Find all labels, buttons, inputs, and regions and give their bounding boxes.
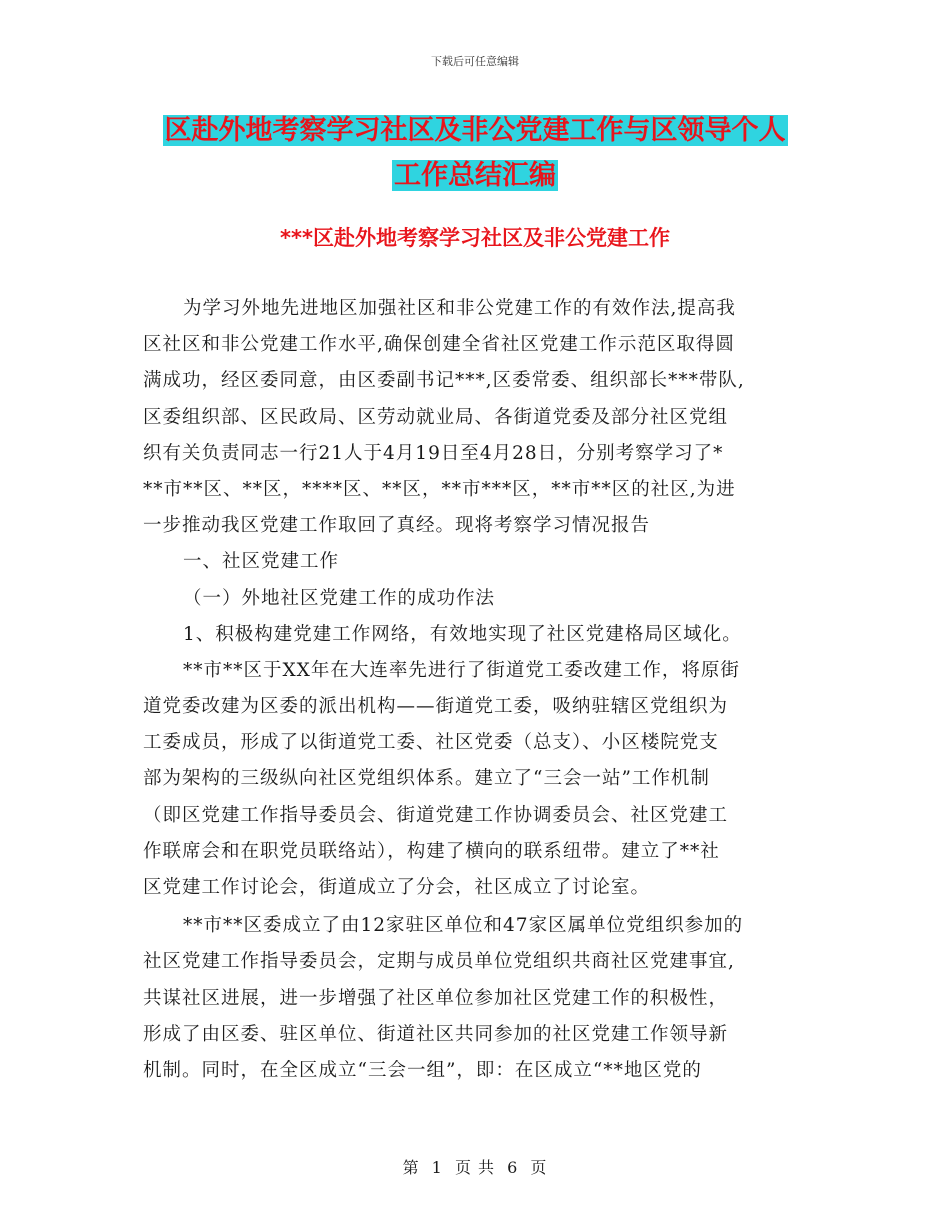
body-line: 织有关负责同志一行21人于4月19日至4月28日，分别考察学习了* [143,442,724,464]
body-line: **市**区、**区，****区、**区，**市***区，**市**区的社区,为进 [143,478,736,500]
title-line-1: 区赴外地考察学习社区及非公党建工作与区领导个人 [164,115,786,146]
footer-page-number: 1 [431,1158,443,1177]
body-line: 区党建工作讨论会，街道成立了分会，社区成立了讨论室。 [143,877,651,898]
body-line: 形成了由区委、驻区单位、街道社区共同参加的社区党建工作领导新 [143,1023,729,1045]
body-line: 部为架构的三级纵向社区党组织体系。建立了“三会一站”工作机制 [143,768,710,790]
body-line: 工委成员，形成了以街道党工委、社区党委（总支）、小区楼院党支 [143,732,719,754]
body-line: **市**区委成立了由12家驻区单位和47家区属单位党组织参加的 [183,915,744,937]
header-note: 下载后可任意编辑 [431,55,519,68]
body-line: 区社区和非公党建工作水平,确保创建全省社区党建工作示范区取得圆 [143,334,735,356]
body-line: 道党委改建为区委的派出机构——街道党工委，吸纳驻辖区党组织为 [143,696,729,718]
body-line: 1、积极构建党建工作网络，有效地实现了社区党建格局区域化。 [183,623,742,645]
body-line: 一步推动我区党建工作取回了真经。现将考察学习情况报告 [143,515,651,537]
body-line: 区委组织部、区民政局、区劳动就业局、各街道党委及部分社区党组 [143,406,729,428]
body-line: 作联席会和在职党员联络站），构建了横向的联系纽带。建立了**社 [143,840,720,862]
footer-suffix: 页 [530,1158,548,1177]
page-footer [0,1155,950,1178]
document-title [0,108,950,198]
body-line: **市**区于XX年在大连率先进行了街道党工委改建工作，将原街 [183,659,740,681]
body-line: 为学习外地先进地区加强社区和非公党建工作的有效作法,提高我 [183,298,736,319]
body-line: （即区党建工作指导委员会、街道党建工作协调委员会、社区党建工 [143,804,729,826]
body-line: 满成功，经区委同意，由区委副书记***,区委常委、组织部长***带队, [143,370,745,392]
body-line: 共谋社区进展，进一步增强了社区单位参加社区党建工作的积极性， [143,987,729,1009]
footer-prefix: 第 [402,1158,420,1177]
footer-mid: 页 共 [454,1158,496,1177]
footer-page-total: 6 [507,1158,519,1177]
section-title: ***区赴外地考察学习社区及非公党建工作 [280,226,670,250]
body-text [143,291,808,1089]
body-line: 社区党建工作指导委员会，定期与成员单位党组织共商社区党建事宜, [143,951,735,973]
body-line: 机制。同时，在全区成立“三会一组”，即：在区成立“**地区党的 [143,1059,702,1081]
title-line-2: 工作总结汇编 [394,160,556,191]
body-line: （一）外地社区党建工作的成功作法 [183,587,496,609]
body-line: 一、社区党建工作 [183,551,340,573]
